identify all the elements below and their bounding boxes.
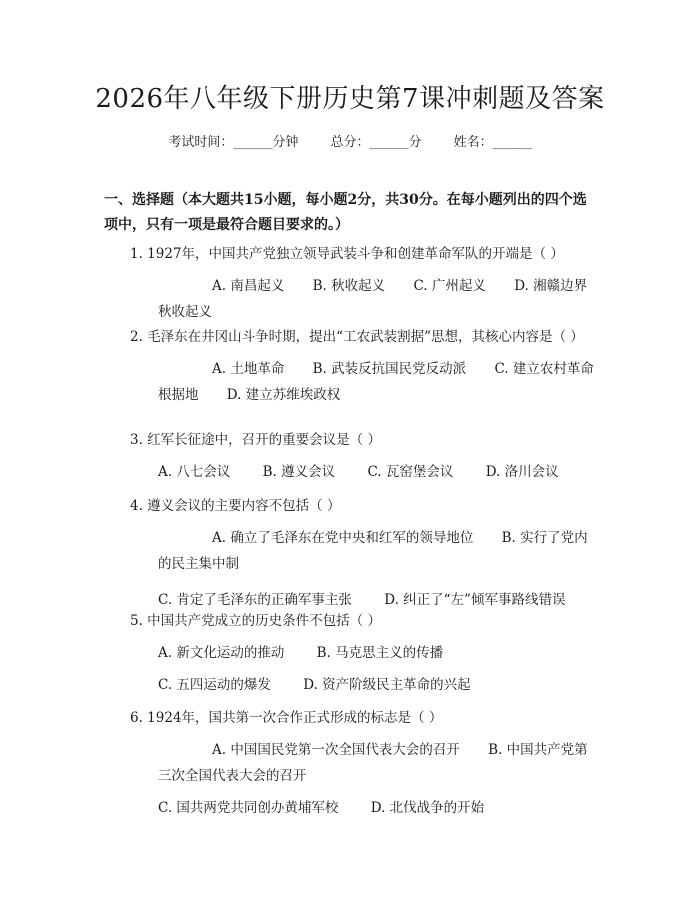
- option-c: C. 广州起义: [413, 278, 486, 294]
- exam-info: [0, 131, 700, 150]
- option-b: B. 实行了党内的民主集中制: [158, 530, 588, 572]
- question-options: [104, 356, 596, 408]
- question-options: [104, 273, 596, 325]
- page-title: 2026年八年级下册历史第7课冲刺题及答案: [95, 84, 605, 114]
- option-b: B. 武装反抗国民党反动派: [312, 361, 467, 377]
- question-stem: 4. 遵义会议的主要内容不包括（ ）: [130, 498, 341, 514]
- option-b: B. 马克思主义的传播: [316, 645, 444, 661]
- question-options: [104, 525, 596, 577]
- question-options: [104, 737, 596, 789]
- total-score-field: 总分：______分: [330, 135, 422, 150]
- option-d: D. 北伐战争的开始: [370, 800, 485, 816]
- option-c: C. 国共两党共同创办黄埔军校: [158, 800, 339, 816]
- question-3: [104, 427, 596, 485]
- question-options-row-2: [104, 795, 596, 821]
- question-stem: 3. 红军长征途中，召开的重要会议是（ ）: [130, 432, 381, 448]
- question-1: [104, 241, 596, 325]
- option-a: A. 南昌起义: [212, 278, 285, 294]
- question-options-row-2: [104, 672, 596, 698]
- option-a: A. 中国国民党第一次全国代表大会的召开: [212, 742, 460, 758]
- exam-time-field: 考试时间：______分钟: [168, 135, 299, 150]
- option-c: C. 肯定了毛泽东的正确军事主张: [158, 592, 352, 608]
- option-d: D. 湘赣边界秋收起义: [158, 278, 588, 320]
- option-a: A. 新文化运动的推动: [158, 645, 285, 661]
- option-b: B. 秋收起义: [312, 278, 386, 294]
- option-c: C. 建立农村革命根据地: [158, 361, 594, 403]
- question-stem: 1. 1927年，中国共产党独立领导武装斗争和创建革命军队的开端是（ ）: [130, 246, 564, 262]
- section-heading: 一、选择题（本大题共15小题，每小题2分，共30分。在每小题列出的四个选项中，只有一项是最符合题目要求的。）: [104, 192, 587, 233]
- question-2: [104, 324, 596, 408]
- option-a: A. 八七会议: [158, 464, 231, 480]
- question-stem: 2. 毛泽东在井冈山斗争时期，提出“工农武装割据”思想，其核心内容是（ ）: [130, 329, 584, 345]
- option-d: D. 纠正了“左”倾军事路线错误: [384, 592, 566, 608]
- option-b: B. 遵义会议: [262, 464, 336, 480]
- option-d: D. 资产阶级民主革命的兴起: [303, 677, 471, 693]
- question-5: [104, 608, 596, 698]
- option-b: B. 中国共产党第三次全国代表大会的召开: [158, 742, 588, 784]
- question-options: [104, 459, 596, 485]
- question-4: [104, 493, 596, 613]
- question-options: [104, 640, 596, 666]
- question-stem: 5. 中国共产党成立的历史条件不包括（ ）: [130, 613, 381, 629]
- option-d: D. 建立苏维埃政权: [226, 387, 341, 403]
- option-c: C. 瓦窑堡会议: [367, 464, 454, 480]
- question-6: [104, 705, 596, 821]
- student-name-field: 姓名：______: [453, 135, 532, 150]
- option-a: A. 土地革命: [212, 361, 285, 377]
- question-stem: 6. 1924年，国共第一次合作正式形成的标志是（ ）: [130, 710, 443, 726]
- option-d: D. 洛川会议: [485, 464, 559, 480]
- option-c: C. 五四运动的爆发: [158, 677, 271, 693]
- option-a: A. 确立了毛泽东在党中央和红军的领导地位: [212, 530, 474, 546]
